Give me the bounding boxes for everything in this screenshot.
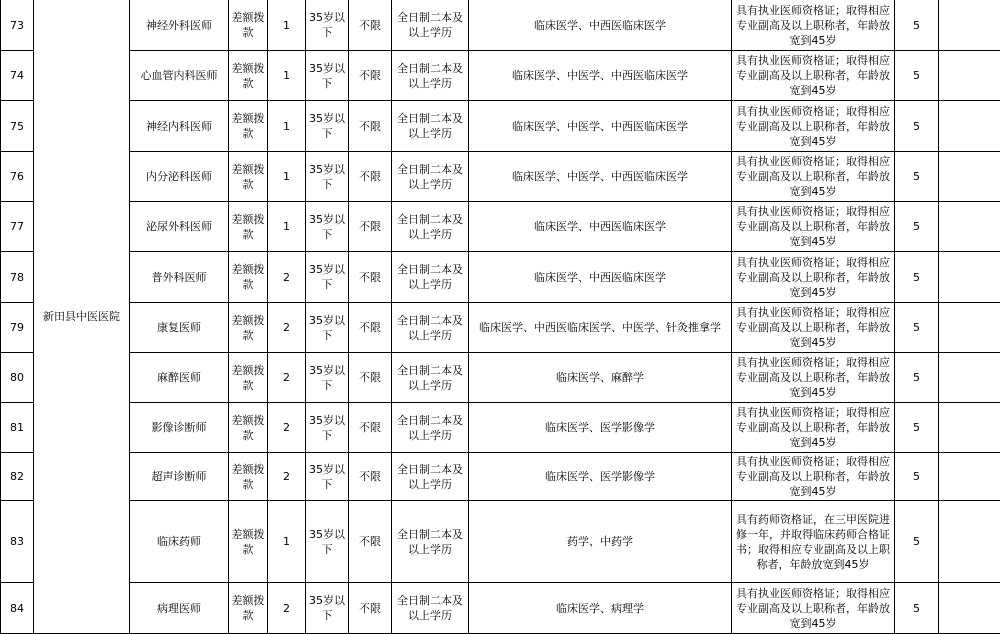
exam-ratio-cell: 5 (895, 0, 939, 51)
requirement-line: 具有执业医师资格证；取得相应 (735, 104, 891, 119)
exam-ratio-cell: 5 (895, 51, 939, 101)
requirement-line: 具有执业医师资格证；取得相应 (735, 305, 891, 320)
table-row (1, 0, 1000, 51)
requirement-cell (732, 0, 895, 51)
row-number-cell: 76 (1, 152, 34, 202)
gender-cell: 不限 (349, 51, 392, 101)
table-row (1, 501, 1000, 583)
funding-type-cell: 差额拨款 (229, 101, 268, 152)
position-cell: 临床药师 (130, 501, 229, 583)
exam-ratio-cell: 5 (895, 453, 939, 501)
major-cell: 药学、中药学 (469, 501, 732, 583)
note-cell (939, 152, 1000, 202)
age-limit-cell: 35岁以下 (306, 202, 349, 252)
requirement-line: 专业副高及以上职称者，年龄放 (735, 320, 891, 335)
requirement-line: 具有执业医师资格证；取得相应 (735, 586, 891, 601)
age-limit-cell: 35岁以下 (306, 453, 349, 501)
education-cell: 全日制二本及以上学历 (392, 202, 469, 252)
education-cell: 全日制二本及以上学历 (392, 252, 469, 303)
requirement-cell (732, 303, 895, 353)
note-cell (939, 101, 1000, 152)
education-cell: 全日制二本及以上学历 (392, 403, 469, 453)
education-cell: 全日制二本及以上学历 (392, 453, 469, 501)
exam-ratio-cell: 5 (895, 583, 939, 634)
age-limit-cell: 35岁以下 (306, 501, 349, 583)
requirement-line: 专业副高及以上职称者，年龄放 (735, 601, 891, 616)
requirement-line: 专业副高及以上职称者，年龄放 (735, 420, 891, 435)
headcount-cell: 1 (268, 101, 306, 152)
exam-ratio-cell: 5 (895, 101, 939, 152)
age-limit-cell: 35岁以下 (306, 51, 349, 101)
age-limit-cell: 35岁以下 (306, 403, 349, 453)
position-cell: 内分泌科医师 (130, 152, 229, 202)
position-cell: 病理医师 (130, 583, 229, 634)
education-cell: 全日制二本及以上学历 (392, 51, 469, 101)
note-cell (939, 202, 1000, 252)
note-cell (939, 303, 1000, 353)
table-row (1, 51, 1000, 101)
requirement-line: 具有执业医师资格证；取得相应 (735, 255, 891, 270)
requirement-cell (732, 583, 895, 634)
major-cell: 临床医学、医学影像学 (469, 453, 732, 501)
requirement-line: 专业副高及以上职称者，年龄放 (735, 18, 891, 33)
requirement-cell (732, 453, 895, 501)
gender-cell: 不限 (349, 0, 392, 51)
row-number-cell: 73 (1, 0, 34, 51)
requirement-cell (732, 202, 895, 252)
major-cell: 临床医学、病理学 (469, 583, 732, 634)
headcount-cell: 2 (268, 583, 306, 634)
headcount-cell: 1 (268, 0, 306, 51)
education-cell: 全日制二本及以上学历 (392, 101, 469, 152)
table-row (1, 303, 1000, 353)
age-limit-cell: 35岁以下 (306, 101, 349, 152)
note-cell (939, 583, 1000, 634)
funding-type-cell: 差额拨款 (229, 0, 268, 51)
requirement-line: 具有执业医师资格证；取得相应 (735, 405, 891, 420)
requirement-line: 专业副高及以上职称者，年龄放 (735, 219, 891, 234)
requirement-cell (732, 101, 895, 152)
note-cell (939, 353, 1000, 403)
exam-ratio-cell: 5 (895, 501, 939, 583)
note-cell (939, 0, 1000, 51)
gender-cell: 不限 (349, 403, 392, 453)
funding-type-cell: 差额拨款 (229, 252, 268, 303)
requirement-line: 宽到45岁 (735, 184, 891, 199)
employer-unit-cell: 新田县中医医院 (34, 0, 130, 634)
headcount-cell: 2 (268, 453, 306, 501)
requirement-line: 宽到45岁 (735, 285, 891, 300)
major-cell: 临床医学、中医学、中西医临床医学 (469, 101, 732, 152)
table-row (1, 403, 1000, 453)
headcount-cell: 2 (268, 303, 306, 353)
note-cell (939, 453, 1000, 501)
requirement-line: 宽到45岁 (735, 83, 891, 98)
exam-ratio-cell: 5 (895, 403, 939, 453)
age-limit-cell: 35岁以下 (306, 583, 349, 634)
row-number-cell: 78 (1, 252, 34, 303)
requirement-line: 宽到45岁 (735, 33, 891, 48)
table-body (1, 0, 1000, 634)
requirement-line: 专业副高及以上职称者，年龄放 (735, 469, 891, 484)
table-row (1, 101, 1000, 152)
gender-cell: 不限 (349, 453, 392, 501)
major-cell: 临床医学、中西医临床医学 (469, 202, 732, 252)
table-row (1, 152, 1000, 202)
major-cell: 临床医学、中西医临床医学 (469, 252, 732, 303)
headcount-cell: 1 (268, 51, 306, 101)
major-cell: 临床医学、中西医临床医学 (469, 0, 732, 51)
row-number-cell: 79 (1, 303, 34, 353)
requirement-cell (732, 353, 895, 403)
gender-cell: 不限 (349, 353, 392, 403)
gender-cell: 不限 (349, 252, 392, 303)
table-row (1, 453, 1000, 501)
age-limit-cell: 35岁以下 (306, 252, 349, 303)
requirement-cell (732, 252, 895, 303)
age-limit-cell: 35岁以下 (306, 303, 349, 353)
funding-type-cell: 差额拨款 (229, 202, 268, 252)
position-cell: 影像诊断师 (130, 403, 229, 453)
education-cell: 全日制二本及以上学历 (392, 501, 469, 583)
education-cell: 全日制二本及以上学历 (392, 303, 469, 353)
requirement-line: 宽到45岁 (735, 616, 891, 631)
row-number-cell: 82 (1, 453, 34, 501)
major-cell: 临床医学、中西医临床医学、中医学、针灸推拿学 (469, 303, 732, 353)
age-limit-cell: 35岁以下 (306, 152, 349, 202)
note-cell (939, 403, 1000, 453)
gender-cell: 不限 (349, 152, 392, 202)
requirement-line: 专业副高及以上职称者，年龄放 (735, 169, 891, 184)
major-cell: 临床医学、中医学、中西医临床医学 (469, 51, 732, 101)
exam-ratio-cell: 5 (895, 303, 939, 353)
requirement-line: 修一年，并取得临床药师合格证 (735, 527, 891, 542)
major-cell: 临床医学、麻醉学 (469, 353, 732, 403)
funding-type-cell: 差额拨款 (229, 152, 268, 202)
note-cell (939, 501, 1000, 583)
gender-cell: 不限 (349, 202, 392, 252)
table-row (1, 583, 1000, 634)
headcount-cell: 1 (268, 202, 306, 252)
age-limit-cell: 35岁以下 (306, 0, 349, 51)
row-number-cell: 81 (1, 403, 34, 453)
table-row (1, 252, 1000, 303)
requirement-line: 书；取得相应专业副高及以上职 (735, 542, 891, 557)
funding-type-cell: 差额拨款 (229, 583, 268, 634)
exam-ratio-cell: 5 (895, 353, 939, 403)
row-number-cell: 80 (1, 353, 34, 403)
requirement-line: 宽到45岁 (735, 385, 891, 400)
row-number-cell: 84 (1, 583, 34, 634)
note-cell (939, 252, 1000, 303)
requirement-line: 具有执业医师资格证；取得相应 (735, 53, 891, 68)
gender-cell: 不限 (349, 583, 392, 634)
requirement-line: 宽到45岁 (735, 335, 891, 350)
major-cell: 临床医学、医学影像学 (469, 403, 732, 453)
exam-ratio-cell: 5 (895, 152, 939, 202)
headcount-cell: 2 (268, 403, 306, 453)
funding-type-cell: 差额拨款 (229, 403, 268, 453)
position-cell: 心血管内科医师 (130, 51, 229, 101)
requirement-line: 专业副高及以上职称者，年龄放 (735, 270, 891, 285)
row-number-cell: 77 (1, 202, 34, 252)
requirement-cell (732, 403, 895, 453)
education-cell: 全日制二本及以上学历 (392, 152, 469, 202)
requirement-line: 宽到45岁 (735, 435, 891, 450)
requirement-line: 专业副高及以上职称者，年龄放 (735, 68, 891, 83)
requirement-line: 具有药师资格证，在三甲医院进 (735, 512, 891, 527)
row-number-cell: 74 (1, 51, 34, 101)
requirement-line: 专业副高及以上职称者，年龄放 (735, 119, 891, 134)
funding-type-cell: 差额拨款 (229, 453, 268, 501)
age-limit-cell: 35岁以下 (306, 353, 349, 403)
funding-type-cell: 差额拨款 (229, 353, 268, 403)
exam-ratio-cell: 5 (895, 202, 939, 252)
headcount-cell: 1 (268, 152, 306, 202)
position-cell: 神经外科医师 (130, 0, 229, 51)
funding-type-cell: 差额拨款 (229, 51, 268, 101)
major-cell: 临床医学、中医学、中西医临床医学 (469, 152, 732, 202)
position-cell: 神经内科医师 (130, 101, 229, 152)
requirement-line: 称者，年龄放宽到45岁 (735, 557, 891, 572)
gender-cell: 不限 (349, 501, 392, 583)
requirement-line: 具有执业医师资格证；取得相应 (735, 204, 891, 219)
requirement-cell (732, 501, 895, 583)
headcount-cell: 2 (268, 353, 306, 403)
headcount-cell: 1 (268, 501, 306, 583)
requirement-line: 宽到45岁 (735, 234, 891, 249)
position-cell: 泌尿外科医师 (130, 202, 229, 252)
position-cell: 康复医师 (130, 303, 229, 353)
exam-ratio-cell: 5 (895, 252, 939, 303)
requirement-line: 宽到45岁 (735, 484, 891, 499)
gender-cell: 不限 (349, 101, 392, 152)
education-cell: 全日制二本及以上学历 (392, 0, 469, 51)
requirement-cell (732, 51, 895, 101)
table-row (1, 202, 1000, 252)
position-cell: 超声诊断师 (130, 453, 229, 501)
education-cell: 全日制二本及以上学历 (392, 353, 469, 403)
table-row (1, 353, 1000, 403)
gender-cell: 不限 (349, 303, 392, 353)
requirement-line: 宽到45岁 (735, 134, 891, 149)
position-cell: 麻醉医师 (130, 353, 229, 403)
headcount-cell: 2 (268, 252, 306, 303)
requirement-line: 具有执业医师资格证；取得相应 (735, 355, 891, 370)
education-cell: 全日制二本及以上学历 (392, 583, 469, 634)
requirement-cell (732, 152, 895, 202)
row-number-cell: 75 (1, 101, 34, 152)
position-cell: 普外科医师 (130, 252, 229, 303)
funding-type-cell: 差额拨款 (229, 303, 268, 353)
requirement-line: 具有执业医师资格证；取得相应 (735, 454, 891, 469)
requirement-line: 具有执业医师资格证；取得相应 (735, 3, 891, 18)
requirement-line: 专业副高及以上职称者，年龄放 (735, 370, 891, 385)
funding-type-cell: 差额拨款 (229, 501, 268, 583)
row-number-cell: 83 (1, 501, 34, 583)
requirement-line: 具有执业医师资格证；取得相应 (735, 154, 891, 169)
note-cell (939, 51, 1000, 101)
